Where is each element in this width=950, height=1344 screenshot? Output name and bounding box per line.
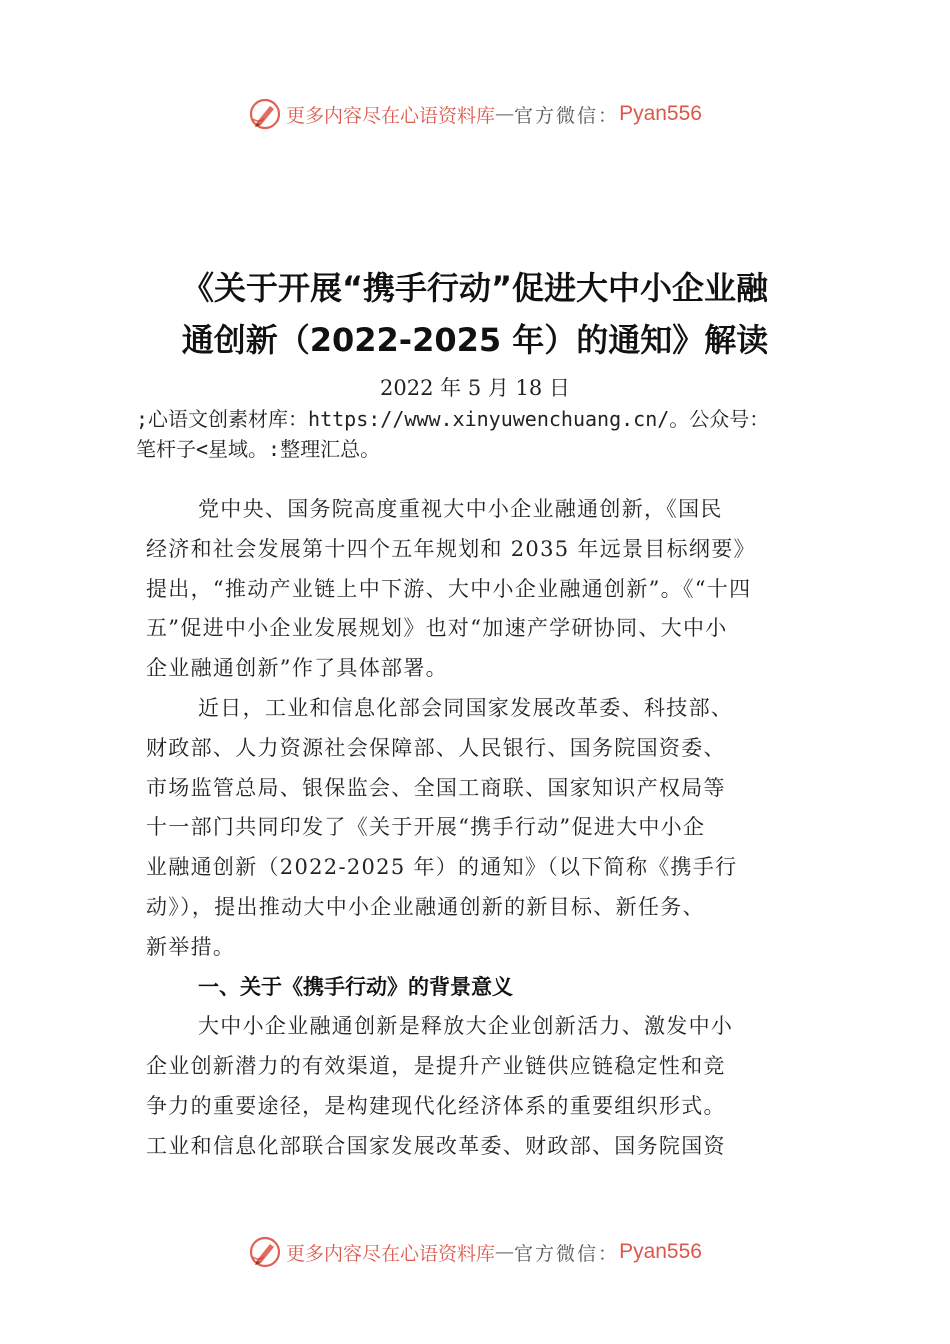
- paragraph-line: 企业融通创新”作了具体部署。: [146, 656, 448, 681]
- title-line-1: 《关于开展“携手行动”促进大中小企业融: [181, 269, 769, 307]
- watermark-wechat-id: Pyan556: [619, 102, 702, 125]
- paragraph-line: 大中小企业融通创新是释放大企业创新活力、激发中小: [198, 1014, 734, 1039]
- document-date: 2022 年 5 月 18 日: [380, 376, 570, 400]
- paragraph-line: 动》），提出推动大中小企业融通创新的新目标、新任务、: [146, 894, 705, 919]
- paragraph-line: 企业创新潜力的有效渠道，是提升产业链供应链稳定性和竞: [146, 1054, 726, 1079]
- source-line-1: ;心语文创素材库：https://www.xinyuwenchuang.cn/。公众号：: [136, 407, 770, 431]
- watermark-text: 更多内容尽在心语资料库: [286, 1242, 496, 1265]
- paragraph-line: 新举措。: [146, 934, 236, 959]
- footer-watermark: [0, 1232, 950, 1272]
- paragraph-line: 党中央、国务院高度重视大中小企业融通创新，《国民: [198, 497, 723, 521]
- header-watermark: [0, 94, 950, 134]
- source-line-2: 笔杆子<星域。:整理汇总。: [136, 437, 381, 461]
- source-note: [136, 404, 856, 464]
- paragraph-line: 业融通创新（2022-2025 年）的通知》（以下简称《携手行: [146, 855, 738, 880]
- paragraph-line: 十一部门共同印发了《关于开展“携手行动”促进大中小企: [146, 815, 706, 840]
- paragraph-line: 五”促进中小企业发展规划》也对“加速产学研协同、大中小: [146, 616, 728, 641]
- title-line-2: 通创新（2022-2025 年）的通知》解读: [181, 321, 769, 359]
- pen-circle-logo-icon: [248, 97, 282, 131]
- paragraph-line: 经济和社会发展第十四个五年规划和 2035 年远景目标纲要》: [146, 536, 756, 561]
- pen-circle-logo-icon: [248, 1235, 282, 1269]
- paragraph-line: 争力的重要途径，是构建现代化经济体系的重要组织形式。: [146, 1093, 726, 1118]
- watermark-separator: —: [495, 1241, 515, 1263]
- document-body: [146, 490, 826, 1167]
- watermark-separator: —: [495, 103, 515, 125]
- watermark-text: 更多内容尽在心语资料库: [286, 104, 496, 127]
- paragraph-line: 提出，“推动产业链上中下游、大中小企业融通创新”。《“十四: [146, 576, 752, 601]
- watermark-wechat-label: 官方微信：: [514, 1242, 620, 1265]
- watermark-wechat-id: Pyan556: [619, 1240, 702, 1263]
- paragraph-line: 工业和信息化部联合国家发展改革委、财政部、国务院国资: [146, 1133, 726, 1158]
- document-title: [100, 262, 850, 366]
- paragraph-2: [146, 689, 826, 968]
- paragraph-line: 近日，工业和信息化部会同国家发展改革委、科技部、: [198, 695, 734, 720]
- paragraph-1: [146, 490, 826, 689]
- paragraph-3: [146, 1007, 826, 1166]
- paragraph-line: 财政部、人力资源社会保障部、人民银行、国务院国资委、: [146, 735, 726, 760]
- section-heading-1: 一、关于《携手行动》的背景意义: [198, 974, 513, 999]
- watermark-wechat-label: 官方微信：: [514, 104, 620, 127]
- paragraph-line: 市场监管总局、银保监会、全国工商联、国家知识产权局等: [146, 775, 726, 800]
